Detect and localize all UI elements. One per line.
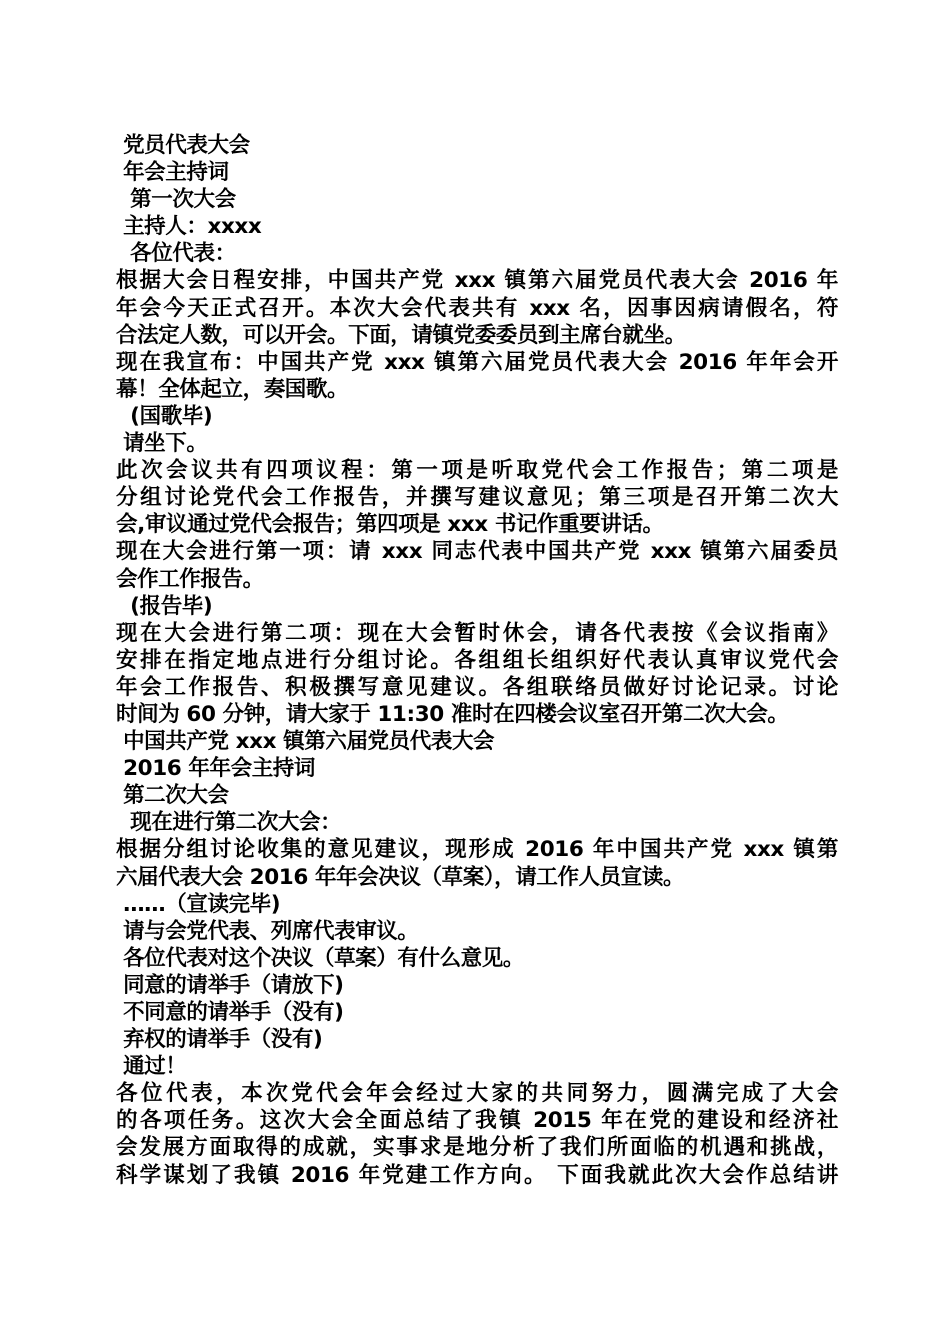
- doc-text-line: 此次会议共有四项议程：第一项是听取党代会工作报告；第二项是: [116, 458, 838, 484]
- doc-text-line: 第二次大会: [116, 783, 229, 809]
- doc-text-line: (报告毕): [116, 593, 213, 619]
- doc-text-line: 现在大会进行第一项：请 xxx 同志代表中国共产党 xxx 镇第六届委员: [116, 539, 838, 565]
- doc-text-line: (国歌毕): [116, 403, 213, 429]
- doc-text-line: 请坐下。: [116, 431, 208, 457]
- doc-text-line: 根据大会日程安排，中国共产党 xxx 镇第六届党员代表大会 2016 年: [116, 268, 838, 294]
- doc-host-line: 主持人：xxxx: [116, 214, 262, 240]
- doc-text-line: 幕！全体起立，奏国歌。: [116, 376, 349, 402]
- doc-text-line: ……（宣读完毕): [116, 891, 281, 917]
- doc-text-line: 的各项任务。这次大会全面总结了我镇 2015 年在党的建设和经济社: [116, 1108, 838, 1134]
- doc-text-line: 同意的请举手（请放下): [116, 972, 344, 998]
- doc-text-line: 现在进行第二次大会：: [116, 810, 342, 836]
- doc-text-line: 安排在指定地点进行分组讨论。各组组长组织好代表认真审议党代会: [116, 647, 838, 673]
- doc-text-line: 各位代表对这个决议（草案）有什么意见。: [116, 945, 524, 971]
- doc-heading-title: 党员代表大会: [116, 133, 250, 158]
- doc-salutation: 各位代表：: [116, 241, 236, 267]
- doc-text-line: 合法定人数，可以开会。下面，请镇党委委员到主席台就坐。: [116, 322, 686, 348]
- doc-text-line: 分组讨论党代会工作报告，并撰写建议意见；第三项是召开第二次大: [116, 485, 838, 511]
- doc-heading-subtitle: 年会主持词: [116, 160, 229, 186]
- doc-text-line: 通过！: [116, 1054, 187, 1080]
- doc-text-line: 科学谋划了我镇 2016 年党建工作方向。 下面我就此次大会作总结讲: [116, 1162, 838, 1188]
- doc-text-line: 会,审议通过党代会报告；第四项是 xxx 书记作重要讲话。: [116, 512, 664, 538]
- doc-text-line: 现在我宣布：中国共产党 xxx 镇第六届党员代表大会 2016 年年会开: [116, 349, 838, 375]
- doc-text-line: 会发展方面取得的成就，实事求是地分析了我们所面临的机遇和挑战，: [116, 1135, 838, 1161]
- doc-heading-session: 第一次大会: [116, 187, 236, 213]
- doc-text-line: 年会今天正式召开。本次大会代表共有 xxx 名，因事因病请假名，符: [116, 295, 838, 321]
- doc-text-line: 会作工作报告。: [116, 566, 264, 592]
- doc-text-line: 现在大会进行第二项：现在大会暂时休会，请各代表按《会议指南》: [116, 620, 838, 646]
- doc-text-line: 各位代表，本次党代会年会经过大家的共同努力，圆满完成了大会: [116, 1081, 838, 1107]
- doc-text-line: 弃权的请举手（没有): [116, 1027, 323, 1053]
- doc-text-line: 根据分组讨论收集的意见建议，现形成 2016 年中国共产党 xxx 镇第: [116, 837, 838, 863]
- doc-text-line: 六届代表大会 2016 年年会决议（草案），请工作人员宣读。: [116, 864, 685, 890]
- document-body: [116, 132, 838, 1189]
- doc-text-line: 2016 年年会主持词: [116, 756, 316, 782]
- doc-text-line: 中国共产党 xxx 镇第六届党员代表大会: [116, 729, 495, 755]
- doc-text-line: 年会工作报告、积极撰写意见建议。各组联络员做好讨论记录。讨论: [116, 674, 838, 700]
- doc-text-line: 不同意的请举手（没有): [116, 1000, 344, 1025]
- doc-text-line: 时间为 60 分钟，请大家于 11:30 准时在四楼会议室召开第二次大会。: [116, 701, 789, 727]
- doc-text-line: 请与会党代表、列席代表审议。: [116, 918, 419, 944]
